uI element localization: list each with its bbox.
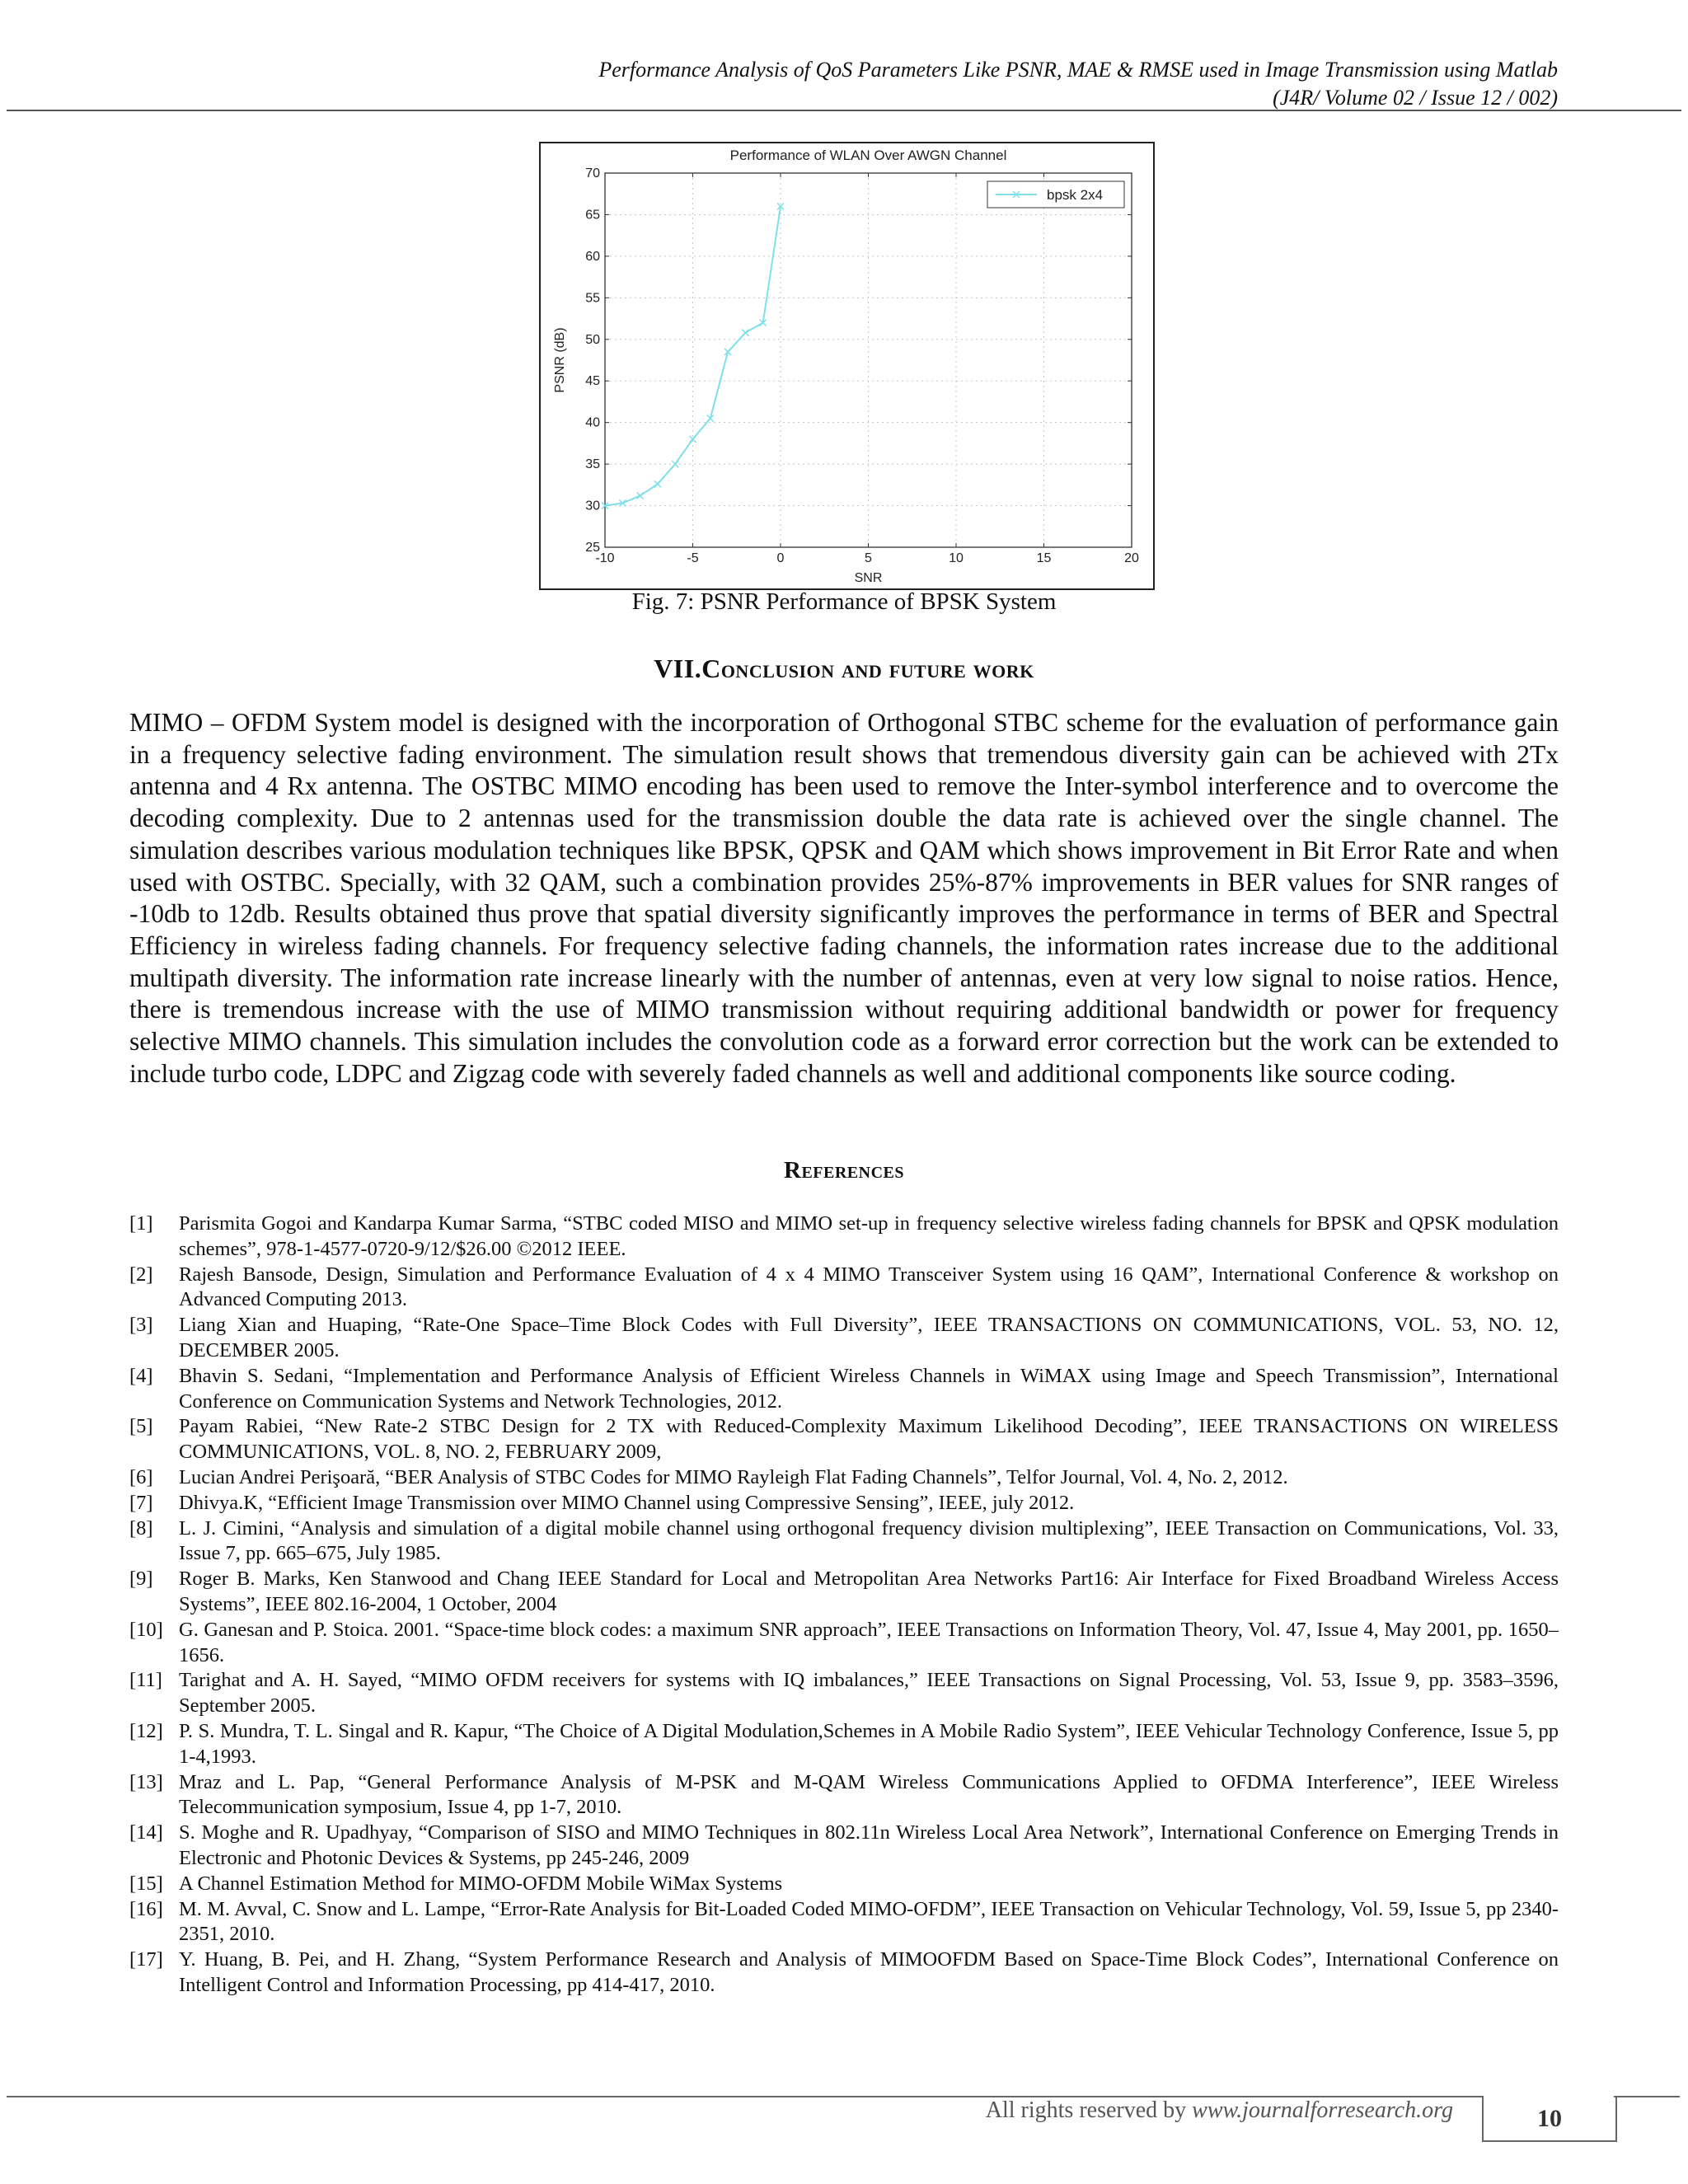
reference-item (129, 1567, 1559, 1618)
data-point (672, 461, 678, 467)
x-tick-label: 5 (865, 551, 872, 565)
x-axis-label: SNR (854, 571, 883, 585)
reference-item (129, 1872, 1559, 1897)
footer-site-link[interactable]: www.journalforresearch.org (1192, 2097, 1453, 2123)
reference-item (129, 1491, 1559, 1516)
y-axis-label: PSNR (dB) (553, 327, 567, 393)
reference-item (129, 1313, 1559, 1364)
data-point (654, 480, 661, 487)
x-tick-label: 15 (1036, 551, 1052, 565)
reference-text: Tarighat and A. H. Sayed, “MIMO OFDM receivers for systems with IQ imbalances,” IEEE Transactions on Signal Processing, Vol. 53, Issue 9, pp. 3583–3596, September 2005. (179, 1669, 1559, 1718)
y-tick-label: 55 (585, 291, 600, 306)
reference-text: Payam Rabiei, “New Rate-2 STBC Design for 2 TX with Reduced-Complexity Maximum Likelihood Decoding”, IEEE TRANSACTIONS ON WIRELESS COMMUNICATIONS, VOL. 8, NO. 2, FEBRUARY 2009, (179, 1415, 1559, 1464)
y-tick-label: 40 (585, 415, 600, 430)
reference-item (129, 1668, 1559, 1719)
data-point (637, 492, 644, 499)
reference-text: S. Moghe and R. Upadhyay, “Comparison of SISO and MIMO Techniques in 802.11n Wireless Local Area Network”, International Conference on Emerging Trends in Electronic and Photonic Devices & Systems, pp 245-246, 2009 (179, 1821, 1559, 1869)
x-tick-label: -10 (595, 551, 615, 565)
header-title: Performance Analysis of QoS Parameters Like PSNR, MAE & RMSE used in Image Transmission using Matlab (598, 58, 1558, 82)
psnr-chart (539, 142, 1155, 590)
y-tick-label: 70 (585, 166, 600, 180)
reference-item (129, 1212, 1559, 1263)
header-volume: (J4R/ Volume 02 / Issue 12 / 002) (1273, 86, 1558, 110)
reference-number: [1] (129, 1212, 153, 1235)
conclusion-paragraph: MIMO – OFDM System model is designed with the incorporation of Orthogonal STBC scheme for the evaluation of performance gain in a frequency selective fading environment. The simulation result shows that tremendous diversity gain can be achieved with 2Tx antenna and 4 Rx antenna. The OSTBC MIMO encoding has been used to remove the Inter-symbol interference and to overcome the decoding complexity. Due to 2 antennas used for the transmission double the data rate is achieved over the single channel. The simulation describes various modulation techniques like BPSK, QPSK and QAM which shows improvement in Bit Error Rate and when used with OSTBC. Specially, with 32 QAM, such a combination provides 25%-87% improvements in BER values for SNR ranges of -10db to 12db. Results obtained thus prove that spatial diversity significantly improves the performance in terms of BER and Spectral Efficiency in wireless fading channels. For frequency selective fading channels, the information rates increase due to the additional multipath diversity. The information rate increase linearly with the number of antennas, even at very low signal to noise ratios. Hence, there is tremendous increase with the use of MIMO transmission without requiring additional bandwidth or power for frequency selective MIMO channels. This simulation includes the convolution code as a forward error correction but the work can be extended to include turbo code, LDPC and Zigzag code with severely faded channels as well and additional components like source coding. (129, 708, 1559, 1088)
reference-number: [13] (129, 1770, 163, 1793)
reference-number: [11] (129, 1669, 162, 1692)
chart-title: Performance of WLAN Over AWGN Channel (729, 148, 1007, 163)
reference-text: P. S. Mundra, T. L. Singal and R. Kapur, “The Choice of A Digital Modulation,Schemes in A Mobile Radio System”, IEEE Vehicular Technology Conference, Issue 5, pp 1-4,1993. (179, 1719, 1559, 1768)
reference-item (129, 1719, 1559, 1770)
reference-number: [8] (129, 1516, 153, 1540)
reference-text: Mraz and L. Pap, “General Performance Analysis of M-PSK and M-QAM Wireless Communications Applied to OFDMA Interference”, IEEE Wireless Telecommunication symposium, Issue 4, pp 1-7, 2010. (179, 1770, 1559, 1819)
reference-number: [14] (129, 1821, 163, 1844)
y-tick-label: 35 (585, 457, 600, 472)
footer-rule-right (1614, 2096, 1680, 2097)
page-number: 10 (1482, 2096, 1617, 2142)
reference-number: [5] (129, 1415, 153, 1438)
reference-item (129, 1770, 1559, 1821)
reference-item (129, 1618, 1559, 1669)
footer-prefix: All rights reserved by (985, 2097, 1193, 2123)
reference-text: Rajesh Bansode, Design, Simulation and Performance Evaluation of 4 x 4 MIMO Transceiver System using 16 QAM”, International Conference & workshop on Advanced Computing 2013. (179, 1263, 1559, 1311)
x-tick-label: -5 (687, 551, 699, 565)
reference-list (129, 1212, 1559, 1999)
reference-number: [15] (129, 1872, 163, 1895)
reference-item (129, 1263, 1559, 1314)
references-title: References (784, 1157, 904, 1183)
reference-text: M. M. Avval, C. Snow and L. Lampe, “Error-Rate Analysis for Bit-Loaded Coded MIMO-OFDM”, IEEE Transaction on Vehicular Technology, Vol. 59, Issue 5, pp 2340- 2351, 2010. (179, 1897, 1559, 1946)
reference-item (129, 1414, 1559, 1465)
reference-number: [12] (129, 1719, 163, 1742)
reference-item (129, 1364, 1559, 1415)
reference-item (129, 1821, 1559, 1872)
x-tick-label: 10 (949, 551, 964, 565)
reference-text: Parismita Gogoi and Kandarpa Kumar Sarma, “STBC coded MISO and MIMO set-up in frequency selective wireless fading channels for BPSK and QPSK modulation schemes”, 978-1-4577-0720-9/12/$26.00 ©2012 IEEE. (179, 1212, 1559, 1260)
reference-text: Roger B. Marks, Ken Stanwood and Chang IEEE Standard for Local and Metropolitan Area Networks Part16: Air Interface for Fixed Broadband Wireless Access Systems”, IEEE 802.16-2004, 1 October, 2004 (179, 1568, 1559, 1615)
reference-number: [2] (129, 1263, 153, 1286)
chart-canvas (541, 143, 1153, 588)
reference-number: [9] (129, 1568, 153, 1591)
reference-text: Liang Xian and Huaping, “Rate-One Space–Time Block Codes with Full Diversity”, IEEE TRANSACTIONS ON COMMUNICATIONS, VOL. 53, NO. 12, DECEMBER 2005. (179, 1314, 1559, 1361)
reference-number: [17] (129, 1948, 163, 1971)
reference-number: [4] (129, 1364, 153, 1387)
y-tick-label: 45 (585, 374, 600, 389)
reference-item (129, 1947, 1559, 1999)
footer-rights (986, 2097, 1453, 2124)
y-tick-label: 25 (585, 541, 600, 555)
reference-number: [3] (129, 1314, 153, 1337)
running-header (598, 56, 1558, 112)
figure-caption: Fig. 7: PSNR Performance of BPSK System (631, 588, 1057, 615)
reference-text: A Channel Estimation Method for MIMO-OFDM Mobile WiMax Systems (179, 1872, 783, 1895)
reference-text: L. J. Cimini, “Analysis and simulation of a digital mobile channel using orthogonal frequency division multiplexing”, IEEE Transaction on Communications, Vol. 33, Issue 7, pp. 665–675, July 1985. (179, 1516, 1559, 1565)
reference-number: [10] (129, 1618, 163, 1641)
reference-text: Bhavin S. Sedani, “Implementation and Performance Analysis of Efficient Wireless Channels in WiMAX using Image and Speech Transmission”, International Conference on Communication Systems and Network Technologies, 2012. (179, 1364, 1559, 1413)
reference-item (129, 1465, 1559, 1491)
data-point (742, 330, 748, 336)
reference-text: Y. Huang, B. Pei, and H. Zhang, “System Performance Research and Analysis of MIMOOFDM Based on Space-Time Block Codes”, International Conference on Intelligent Control and Information Processing, pp 414-417, 2010. (179, 1948, 1559, 1996)
reference-number: [7] (129, 1491, 153, 1514)
reference-number: [16] (129, 1897, 163, 1920)
y-tick-label: 30 (585, 499, 600, 513)
reference-text: Dhivya.K, “Efficient Image Transmission over MIMO Channel using Compressive Sensing”, IEEE, july 2012. (179, 1491, 1075, 1514)
reference-text: G. Ganesan and P. Stoica. 2001. “Space-time block codes: a maximum SNR approach”, IEEE Transactions on Information Theory, Vol. 47, Issue 4, May 2001, pp. 1650–1656. (179, 1618, 1559, 1666)
x-tick-label: 0 (776, 551, 785, 565)
reference-text: Lucian Andrei Perişoară, “BER Analysis of STBC Codes for MIMO Rayleigh Flat Fading Channels”, Telfor Journal, Vol. 4, No. 2, 2012. (179, 1465, 1288, 1488)
x-tick-label: 20 (1124, 551, 1139, 565)
reference-item (129, 1516, 1559, 1568)
header-rule (7, 110, 1681, 111)
reference-number: [6] (129, 1465, 153, 1488)
reference-item (129, 1897, 1559, 1948)
section-title-conclusion: VII.Conclusion and future work (654, 654, 1034, 683)
y-tick-label: 65 (585, 208, 600, 223)
y-tick-label: 60 (585, 249, 600, 264)
legend-label: bpsk 2x4 (1047, 187, 1104, 203)
y-tick-label: 50 (585, 332, 600, 347)
